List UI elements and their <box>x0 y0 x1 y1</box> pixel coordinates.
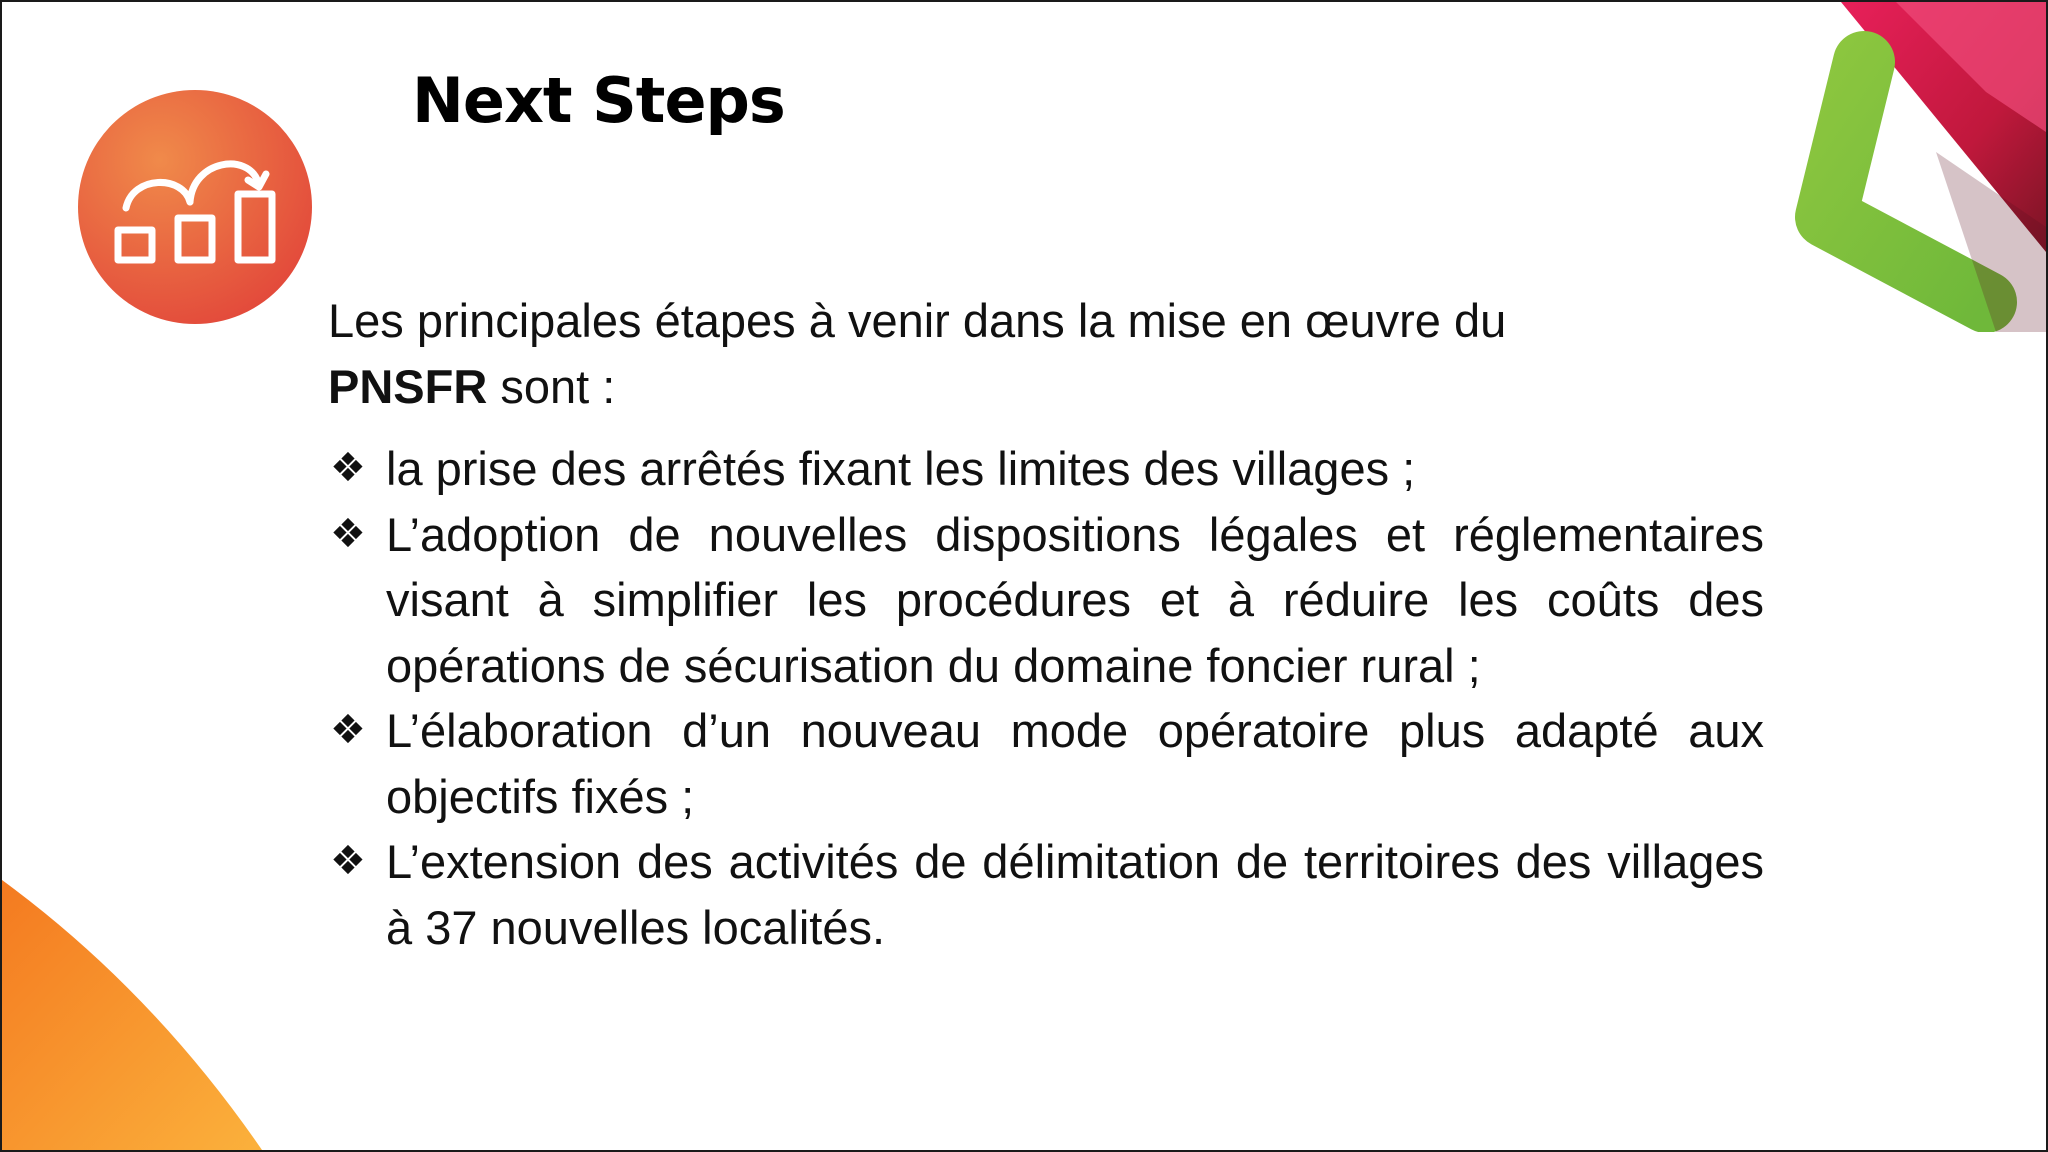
diamond-bullet-icon: ❖ <box>330 707 366 753</box>
list-item-text: L’extension des activités de délimitation de territoires des villages à 37 nouvelles localités. <box>386 835 1764 954</box>
intro-paragraph <box>328 288 1728 420</box>
list-item-text: la prise des arrêtés fixant les limites des villages ; <box>386 442 1416 495</box>
list-item-text: L’adoption de nouvelles dispositions légales et réglementaires visant à simplifier les procédures et à réduire les coûts des opérations de sécurisation du domaine foncier rural ; <box>386 507 1764 692</box>
bullet-list <box>328 436 1764 960</box>
list-item <box>328 436 1764 502</box>
list-item <box>328 698 1764 829</box>
list-item <box>328 829 1764 960</box>
orange-corner-decoration-icon <box>2 880 272 1150</box>
page-title: Next Steps <box>412 64 785 137</box>
green-arrow-decoration-icon <box>1786 2 2046 332</box>
diamond-bullet-icon: ❖ <box>330 510 366 557</box>
diamond-bullet-icon: ❖ <box>330 445 366 491</box>
intro-suffix: sont : <box>487 360 616 413</box>
list-item <box>328 502 1764 699</box>
diamond-bullet-icon: ❖ <box>330 838 366 884</box>
list-item-text: L’élaboration d’un nouveau mode opératoire plus adapté aux objectifs fixés ; <box>386 704 1764 823</box>
bar-chart-arrow-icon <box>78 90 312 324</box>
intro-text: Les principales étapes à venir dans la mise en œuvre du <box>328 294 1507 347</box>
intro-acronym: PNSFR <box>328 360 488 413</box>
